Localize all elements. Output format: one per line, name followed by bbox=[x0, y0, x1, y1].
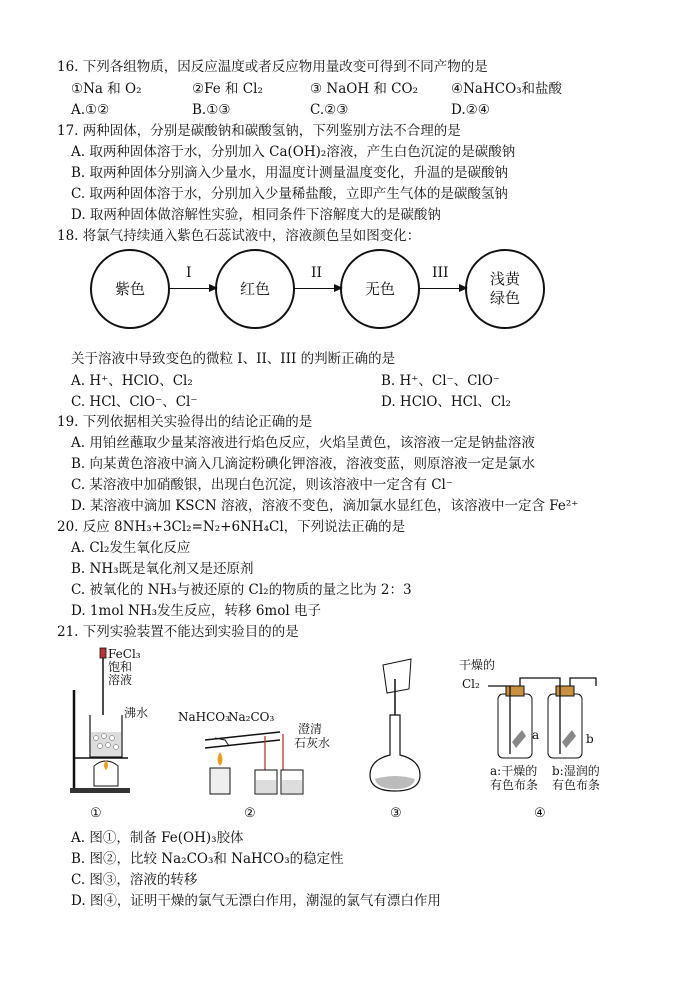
fig2-nahco3: NaHCO₃ bbox=[178, 710, 230, 724]
q16-item-2: ②Fe 和 Cl₂ bbox=[192, 81, 263, 97]
q17-option-c[interactable]: C. 取两种固体溶于水，分别加入少量稀盐酸，立即产生气体的是碳酸氢钠 bbox=[71, 186, 508, 202]
q20-option-b[interactable]: B. NH₃既是氧化剂又是还原剂 bbox=[71, 561, 254, 577]
arrow-label-1: I bbox=[186, 265, 192, 281]
state-colorless: 无色 bbox=[340, 249, 420, 329]
q21-option-a[interactable]: A. 图①，制备 Fe(OH)₃胶体 bbox=[71, 830, 244, 846]
fig4-mark-b: b bbox=[586, 732, 594, 746]
q21-option-c[interactable]: C. 图③，溶液的转移 bbox=[71, 872, 198, 888]
q21-stem: 21. 下列实验装置不能达到实验目的的是 bbox=[57, 624, 299, 640]
stopper-b bbox=[556, 686, 574, 696]
state-purple: 紫色 bbox=[90, 249, 170, 329]
q18-option-b[interactable]: B. H⁺、Cl⁻、ClO⁻ bbox=[381, 373, 501, 389]
q18-question: 关于溶液中导致变色的微粒 I、II、III 的判断正确的是 bbox=[71, 351, 396, 367]
q17-option-b[interactable]: B. 取两种固体分别滴入少量水，用温度计测量温度变化，升温的是碳酸钠 bbox=[71, 165, 509, 181]
fig4-caption-a-line1: a:干燥的 bbox=[490, 764, 538, 778]
fig2-limewater-line1: 澄清 bbox=[298, 722, 323, 736]
fig4-mark-a: a bbox=[532, 728, 540, 742]
arrow-label-2: II bbox=[311, 265, 323, 281]
q17-option-a[interactable]: A. 取两种固体溶于水，分别加入 Ca(OH)₂溶液，产生白色沉淀的是碳酸钠 bbox=[71, 144, 516, 160]
q21-option-d[interactable]: D. 图④，证明干燥的氯气无漂白作用，潮湿的氯气有漂白作用 bbox=[71, 893, 441, 909]
q16-stem: 16. 下列各组物质，因反应温度或者反应物用量改变可得到不同产物的是 bbox=[57, 59, 488, 75]
q16-item-1: ①Na 和 O₂ bbox=[71, 81, 142, 97]
bottle-b bbox=[548, 694, 582, 758]
fig4-label: ④ bbox=[534, 806, 546, 821]
fig2-label: ② bbox=[244, 806, 256, 821]
q18-stem: 18. 将氯气持续通入紫色石蕊试液中，溶液颜色呈如图变化： bbox=[57, 228, 421, 244]
q20-stem: 20. 反应 8NH₃+3Cl₂=N₂+6NH₄Cl，下列说法正确的是 bbox=[57, 519, 406, 535]
fig1-label: ① bbox=[90, 806, 102, 821]
fig4-caption-b-line1: b:湿润的 bbox=[552, 764, 600, 778]
q18-option-c[interactable]: C. HCl、ClO⁻、Cl⁻ bbox=[71, 394, 198, 410]
arrow-2 bbox=[293, 288, 341, 289]
q19-option-b[interactable]: B. 向某黄色溶液中滴入几滴淀粉碘化钾溶液，溶液变蓝，则原溶液一定是氯水 bbox=[71, 456, 536, 472]
fig1-boiling-water: 沸水 bbox=[124, 706, 149, 720]
q20-option-d[interactable]: D. 1mol NH₃发生反应，转移 6mol 电子 bbox=[71, 603, 321, 619]
arrow-3 bbox=[418, 288, 466, 289]
dropper-bulb bbox=[100, 648, 106, 658]
q19-option-d[interactable]: D. 某溶液中滴加 KSCN 溶液，溶液不变色，滴加氯水显红色，该溶液中一定含 Fe²⁺ bbox=[71, 498, 579, 514]
figure-3-transfer-apparatus bbox=[365, 655, 435, 795]
outer-tube-lower bbox=[205, 740, 280, 748]
figure-4-bleaching-apparatus bbox=[478, 672, 608, 762]
limewater-left bbox=[256, 780, 276, 793]
q17-stem: 17. 两种固体，分别是碳酸钠和碳酸氢钠，下列鉴别方法不合理的是 bbox=[57, 123, 461, 139]
q16-choice-a[interactable]: A.①② bbox=[71, 102, 110, 118]
q20-option-a[interactable]: A. Cl₂发生氧化反应 bbox=[71, 540, 191, 556]
q21-option-b[interactable]: B. 图②，比较 Na₂CO₃和 NaHCO₃的稳定性 bbox=[71, 851, 344, 867]
fig3-label: ③ bbox=[390, 806, 402, 821]
q20-option-c[interactable]: C. 被氧化的 NH₃与被还原的 Cl₂的物质的量之比为 2：3 bbox=[71, 582, 412, 598]
q17-option-d[interactable]: D. 取两种固体做溶解性实验，相同条件下溶解度大的是碳酸钠 bbox=[71, 207, 441, 223]
q19-stem: 19. 下列依据相关实验得出的结论正确的是 bbox=[57, 414, 313, 430]
q16-choice-b[interactable]: B.①③ bbox=[192, 102, 231, 118]
limewater-right bbox=[282, 780, 302, 793]
stopper-a bbox=[506, 686, 524, 696]
fig4-caption-a-line2: 有色布条 bbox=[490, 778, 539, 792]
lamp-left bbox=[210, 768, 230, 794]
fig1-reagent-line3: 溶液 bbox=[108, 673, 133, 687]
q19-option-c[interactable]: C. 某溶液中加硝酸银，出现白色沉淀，则该溶液中一定含有 Cl⁻ bbox=[71, 477, 453, 493]
q16-item-3: ③ NaOH 和 CO₂ bbox=[310, 81, 418, 97]
fig1-reagent-line2: 饱和 bbox=[108, 660, 133, 674]
pouring-beaker bbox=[383, 659, 411, 693]
state-red: 红色 bbox=[215, 249, 295, 329]
arrow-label-3: III bbox=[432, 265, 449, 281]
fig2-limewater-line2: 石灰水 bbox=[294, 736, 331, 750]
q16-choice-d[interactable]: D.②④ bbox=[451, 102, 490, 118]
q19-option-a[interactable]: A. 用铂丝蘸取少量某溶液进行焰色反应，火焰呈黄色，该溶液一定是钠盐溶液 bbox=[71, 435, 535, 451]
arrow-1 bbox=[168, 288, 216, 289]
stand-base bbox=[70, 788, 130, 793]
fig4-cl2: Cl₂ bbox=[462, 677, 480, 691]
outer-tube bbox=[205, 732, 280, 740]
state-light-yellow-green: 浅黄 绿色 bbox=[465, 249, 545, 329]
fig4-caption-b-line2: 有色布条 bbox=[552, 778, 601, 792]
q16-item-4: ④NaHCO₃和盐酸 bbox=[451, 81, 563, 97]
q18-option-d[interactable]: D. HClO、HCl、Cl₂ bbox=[381, 394, 511, 410]
q18-option-a[interactable]: A. H⁺、HClO、Cl₂ bbox=[71, 373, 193, 389]
q16-choice-c[interactable]: C.②③ bbox=[310, 102, 349, 118]
flame-left bbox=[218, 752, 223, 766]
fig1-reagent-line1: FeCl₃ bbox=[108, 647, 141, 661]
tube-outlet bbox=[570, 678, 596, 686]
bottle-a bbox=[498, 694, 532, 758]
fig2-na2co3: Na₂CO₃ bbox=[228, 710, 275, 724]
fig4-dry: 干燥的 bbox=[459, 658, 496, 672]
